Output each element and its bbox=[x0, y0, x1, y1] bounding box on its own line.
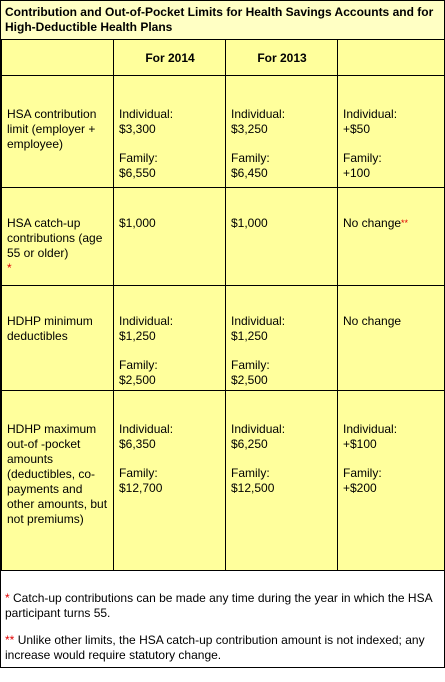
family-value: $12,500 bbox=[231, 481, 275, 495]
individual-value: $6,250 bbox=[231, 437, 268, 451]
row-label: HSA catch-up contributions (age 55 or older) bbox=[7, 216, 103, 260]
family-value: $2,500 bbox=[231, 373, 268, 387]
individual-label: Individual: bbox=[119, 314, 174, 328]
footnotes bbox=[1, 571, 444, 667]
footnote-marker: ** bbox=[401, 218, 409, 228]
family-value: $12,700 bbox=[119, 481, 163, 495]
change-cell bbox=[338, 76, 445, 188]
footnote-marker: * bbox=[7, 261, 12, 275]
family-change: +100 bbox=[343, 166, 371, 180]
family-label: Family: bbox=[231, 466, 270, 480]
individual-value: $3,250 bbox=[231, 122, 268, 136]
row-label: HSA contribution limit (employer + employee) bbox=[2, 76, 114, 188]
row-label: HDHP maximum out-of -pocket amounts (deductibles, co-payments and other amounts, but not premiums) bbox=[2, 391, 114, 571]
family-label: Family: bbox=[119, 358, 158, 372]
value-cell: $1,000 bbox=[114, 188, 226, 286]
change-value: No change bbox=[343, 216, 402, 230]
footnote bbox=[5, 591, 440, 621]
individual-label: Individual: bbox=[343, 107, 398, 121]
individual-change: +$50 bbox=[343, 122, 371, 136]
footnote-text: Catch-up contributions can be made any time during the year in which the HSA participant turns 55. bbox=[5, 591, 432, 620]
family-value: $6,550 bbox=[119, 166, 156, 180]
individual-label: Individual: bbox=[119, 107, 174, 121]
value-cell bbox=[114, 76, 226, 188]
table-row bbox=[2, 76, 445, 188]
table-title: Contribution and Out-of-Pocket Limits for Health Savings Accounts and for High-Deductible Health Plans bbox=[1, 1, 444, 39]
header-empty-1 bbox=[2, 40, 114, 76]
change-value: No change bbox=[338, 286, 445, 391]
individual-label: Individual: bbox=[119, 422, 174, 436]
change-cell bbox=[338, 188, 445, 286]
individual-label: Individual: bbox=[231, 314, 286, 328]
family-label: Family: bbox=[119, 466, 158, 480]
table-row bbox=[2, 286, 445, 391]
individual-change: +$100 bbox=[343, 437, 377, 451]
table-row bbox=[2, 188, 445, 286]
family-change: +$200 bbox=[343, 481, 377, 495]
individual-value: $6,350 bbox=[119, 437, 156, 451]
value-cell bbox=[226, 391, 338, 571]
footnote-text: Unlike other limits, the HSA catch-up contribution amount is not indexed; any increase would require statutory change. bbox=[5, 633, 425, 662]
value-cell bbox=[114, 286, 226, 391]
individual-value: $1,250 bbox=[231, 329, 268, 343]
family-label: Family: bbox=[231, 358, 270, 372]
family-label: Family: bbox=[119, 151, 158, 165]
individual-label: Individual: bbox=[343, 422, 398, 436]
limits-table bbox=[1, 39, 445, 571]
header-2014: For 2014 bbox=[114, 40, 226, 76]
family-label: Family: bbox=[343, 151, 382, 165]
change-cell bbox=[338, 391, 445, 571]
individual-value: $1,250 bbox=[119, 329, 156, 343]
footnote-marker: * bbox=[5, 591, 10, 605]
family-label: Family: bbox=[343, 466, 382, 480]
table-row bbox=[2, 391, 445, 571]
row-label: HDHP minimum deductibles bbox=[2, 286, 114, 391]
value-cell bbox=[226, 286, 338, 391]
value-cell bbox=[226, 76, 338, 188]
header-row bbox=[2, 40, 445, 76]
individual-label: Individual: bbox=[231, 422, 286, 436]
header-2013: For 2013 bbox=[226, 40, 338, 76]
value-cell: $1,000 bbox=[226, 188, 338, 286]
header-change bbox=[338, 40, 445, 76]
individual-value: $3,300 bbox=[119, 122, 156, 136]
footnote bbox=[5, 633, 440, 663]
family-value: $2,500 bbox=[119, 373, 156, 387]
individual-label: Individual: bbox=[231, 107, 286, 121]
family-label: Family: bbox=[231, 151, 270, 165]
family-value: $6,450 bbox=[231, 166, 268, 180]
footnote-marker: ** bbox=[5, 633, 15, 647]
row-label-cell bbox=[2, 188, 114, 286]
value-cell bbox=[114, 391, 226, 571]
